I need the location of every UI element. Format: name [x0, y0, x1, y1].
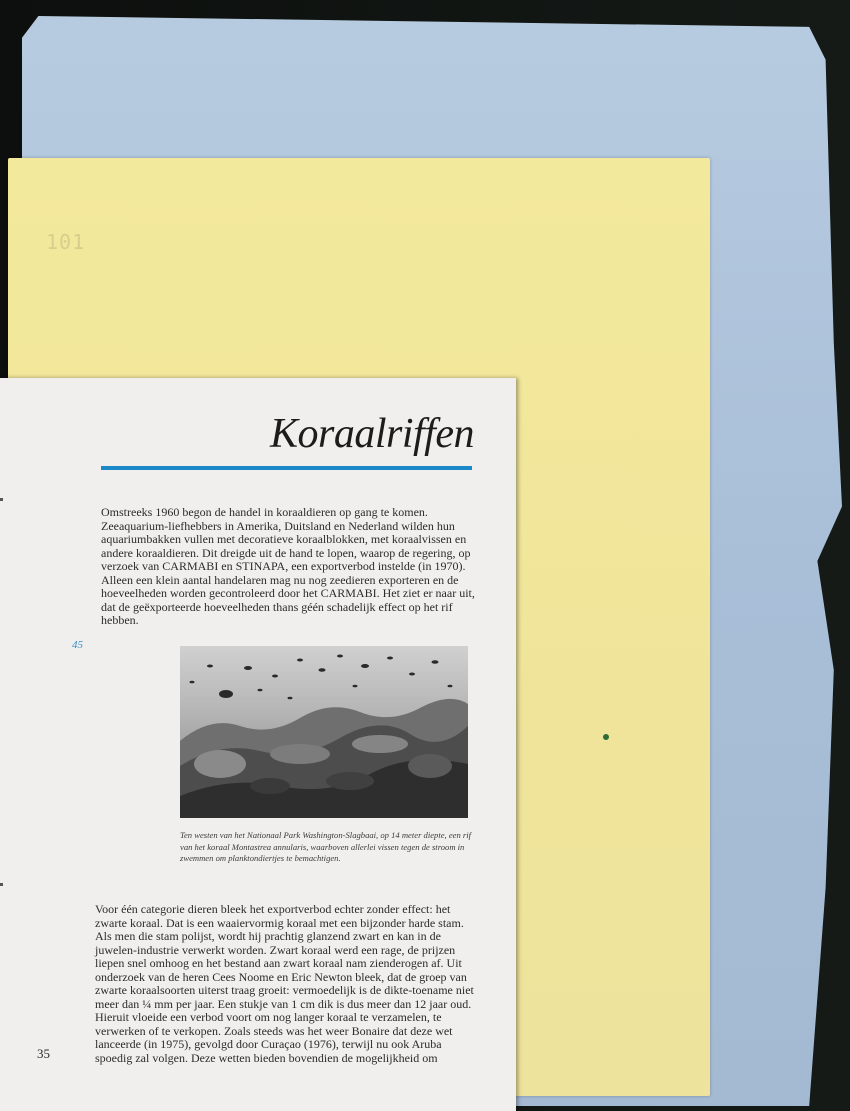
- reef-photo-illustration: [180, 646, 468, 818]
- page-number: 35: [37, 1046, 50, 1061]
- booklet-page: [0, 378, 516, 1111]
- stamped-number: 101: [46, 230, 86, 254]
- body-paragraph: Voor één categorie dieren bleek het exportverbod echter zonder effect: het zwarte koraal. Dat is een waaiervormig koraal met een bijzonder harde stam. Als men die stam polijst, wordt hij prachtig glanzend zwart en kan in de juwelen-industrie verwerkt worden. Zwart koraal werd een rage, de prijzen liepen snel omhoog en het bestand aan zwart koraal nam zienderogen af. Uit onderzoek van de heren Cees Noome en Eric Newton bleek, dat de groep van zwarte koraalsoorten uiterst traag groeit: vermoedelijk is de dikte-toename niet meer dan ¼ mm per jaar. Een stukje van 1 cm dik is dus meer dan 12 jaar oud. Hieruit vloeide een verbod voort om nog langer koraal te verzamelen, te verwerken of te verkopen. Zoals steeds was het weer Bonaire dat deze wet lanceerde (in 1975), gevolgd door Curaçao (1976), terwijl nu ook Aruba spoedig zal volgen. Deze wetten bieden bovendien de mogelijkheid om: [95, 902, 474, 1065]
- binding-mark: [0, 498, 3, 501]
- intro-paragraph: Omstreeks 1960 begon de handel in koraaldieren op gang te komen. Zeeaquarium-liefhebbers in Amerika, Duitsland en Nederland wilden hun aquariumbakken vullen met decoratieve koraalblokken, met koraalvissen en andere koraaldieren. Dit dreigde uit de hand te lopen, waarop de regering, op verzoek van CARMABI en STINAPA, een exportverbod instelde (in 1970). Alleen een klein aantal handelaren mag nu nog zeedieren exporteren en de hoeveelheden worden gecontroleerd door het CARMABI. Het ziet er naar uit, dat de geëxporteerde hoeveelheden thans géén schadelijk effect op het rif hebben.: [101, 505, 475, 627]
- ink-dot: [603, 734, 609, 740]
- photo-caption: Ten westen van het Nationaal Park Washington-Slagbaai, op 14 meter diepte, een rif van het koraal Montastrea annularis, waarboven allerlei vissen tegen de stroom in zwemmen om planktondiertjes te bemachtigen.: [180, 830, 472, 863]
- margin-number: 45: [72, 639, 83, 651]
- binding-mark: [0, 883, 3, 886]
- page-title: Koraalriffen: [269, 411, 474, 457]
- title-rule: [101, 466, 472, 470]
- reef-photo: [180, 646, 468, 818]
